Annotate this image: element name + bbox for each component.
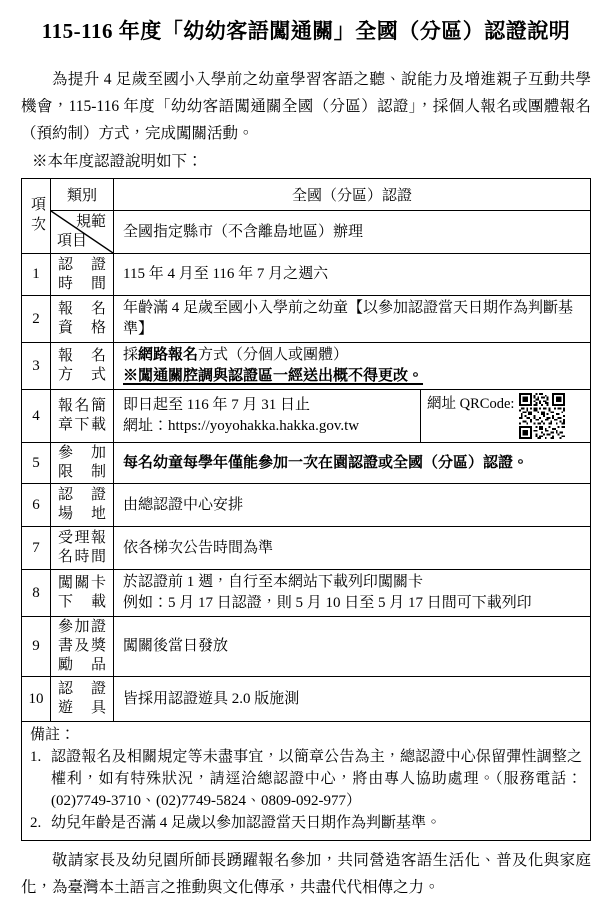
- header-venue-cell: 全國指定縣市（不含離島地區）辦理: [114, 211, 591, 254]
- header-spec-label: 規範: [75, 214, 106, 230]
- row-label: 受理報 名時間: [51, 527, 114, 570]
- row-no: 3: [22, 343, 51, 390]
- row-no: 10: [22, 677, 51, 722]
- row-label: 報名 資格: [51, 296, 114, 343]
- table-row: [22, 677, 591, 722]
- cert-info-table: [21, 178, 591, 841]
- row-label: 認證 遊具: [51, 677, 114, 722]
- download-period: 即日起至 116 年 7 月 31 日止 網址：https://yoyohakka.hakka.gov.tw: [114, 393, 420, 439]
- table-row: [22, 527, 591, 570]
- row-content: 每名幼童每學年僅能參加一次在園認證或全國（分區）認證。: [114, 443, 591, 484]
- row-label: 闖關卡 下載: [51, 570, 114, 617]
- header-item-no-cell: [22, 179, 51, 254]
- table-row: [22, 296, 591, 343]
- table-row: [22, 617, 591, 677]
- row-content: 依各梯次公告時間為準: [114, 527, 591, 570]
- intro-paragraph: 為提升 4 足歲至國小入學前之幼童學習客語之聽、說能力及增進親子互動共學機會，115-116 年度「幼幼客語闖通關全國（分區）認證」，採個人報名或團體報名（預約制）方式，完成闖關活動。: [21, 71, 591, 142]
- row-no: 5: [22, 443, 51, 484]
- row-label: 參加證 書及獎 勵品: [51, 617, 114, 677]
- row-content: 闖關後當日發放: [114, 617, 591, 677]
- row-content: 由總認證中心安排: [114, 484, 591, 527]
- row-content: [114, 390, 591, 443]
- header-item-label: 項目: [57, 233, 88, 249]
- header-spec-item-cell: [51, 211, 114, 254]
- row-no: 7: [22, 527, 51, 570]
- row-no: 1: [22, 254, 51, 296]
- qr-subcell: [420, 390, 590, 442]
- signup-method-line: 採網路報名方式（分個人或團體）: [123, 347, 349, 363]
- note-item: 2. 幼兒年齡是否滿 4 足歲以參加認證當天日期作為判斷基準。: [30, 815, 442, 831]
- header-cert-title-cell: 全國（分區）認證: [114, 179, 591, 211]
- row-label: 參加 限制: [51, 443, 114, 484]
- header-category-cell: 類別: [51, 179, 114, 211]
- row-content: 於認證前 1 週，自行至本網站下載列印闖關卡 例如：5 月 17 日認證，則 5 月 10 日至 5 月 17 日間可下載列印: [114, 570, 591, 617]
- notes-lead: 備註：: [30, 727, 76, 743]
- table-row: [22, 484, 591, 527]
- row-no: 4: [22, 390, 51, 443]
- row-label: 報名 方式: [51, 343, 114, 390]
- note-item: 1. 認證報名及相關規定等未盡事宜，以簡章公告為主，總認證中心保留彈性調整之權利，如有特殊狀況，請逕洽總認證中心，將由專人協助處理。（服務電話：(02)7749-3710、(02)7749-5824、0809-092-977）: [30, 749, 582, 809]
- notes-cell: [22, 722, 591, 841]
- qr-code-image: [519, 393, 565, 439]
- table-row: [22, 254, 591, 296]
- row-content: 年齡滿 4 足歲至國小入學前之幼童【以參加認證當天日期作為判斷基準】: [114, 296, 591, 343]
- qr-code-label: 網址 QRCode:: [427, 396, 515, 412]
- row-label: 認證 時間: [51, 254, 114, 296]
- registration-url-line: 網址：https://yoyohakka.hakka.gov.tw: [123, 418, 360, 434]
- header-item-no-label: 項次: [29, 196, 45, 236]
- registration-url: https://yoyohakka.hakka.gov.tw: [168, 418, 360, 434]
- table-row: [22, 343, 591, 390]
- notes-row: [22, 722, 591, 841]
- row-no: 6: [22, 484, 51, 527]
- closing-paragraph: 敬請家長及幼兒園所師長踴躍報名參加，共同營造客語生活化、普及化與家庭化，為臺灣本土語言之推動與文化傳承，共盡代代相傳之力。: [21, 852, 591, 896]
- row-label: 報名簡 章下載: [51, 390, 114, 443]
- page-title: 115-116 年度「幼幼客語闖通關」全國（分區）認證說明: [41, 19, 571, 43]
- row-label: 認證 場地: [51, 484, 114, 527]
- row-content: 115 年 4 月至 116 年 7 月之週六: [114, 254, 591, 296]
- row-content: [114, 343, 591, 390]
- row-no: 8: [22, 570, 51, 617]
- table-row: [22, 570, 591, 617]
- signup-warning-line: ※闖通關腔調與認證區一經送出概不得更改。: [123, 368, 424, 384]
- row-no: 9: [22, 617, 51, 677]
- table-intro-note: ※本年度認證說明如下：: [32, 153, 203, 170]
- table-row: [22, 443, 591, 484]
- table-row: [22, 390, 591, 443]
- row-no: 2: [22, 296, 51, 343]
- row-content: 皆採用認證遊具 2.0 版施測: [114, 677, 591, 722]
